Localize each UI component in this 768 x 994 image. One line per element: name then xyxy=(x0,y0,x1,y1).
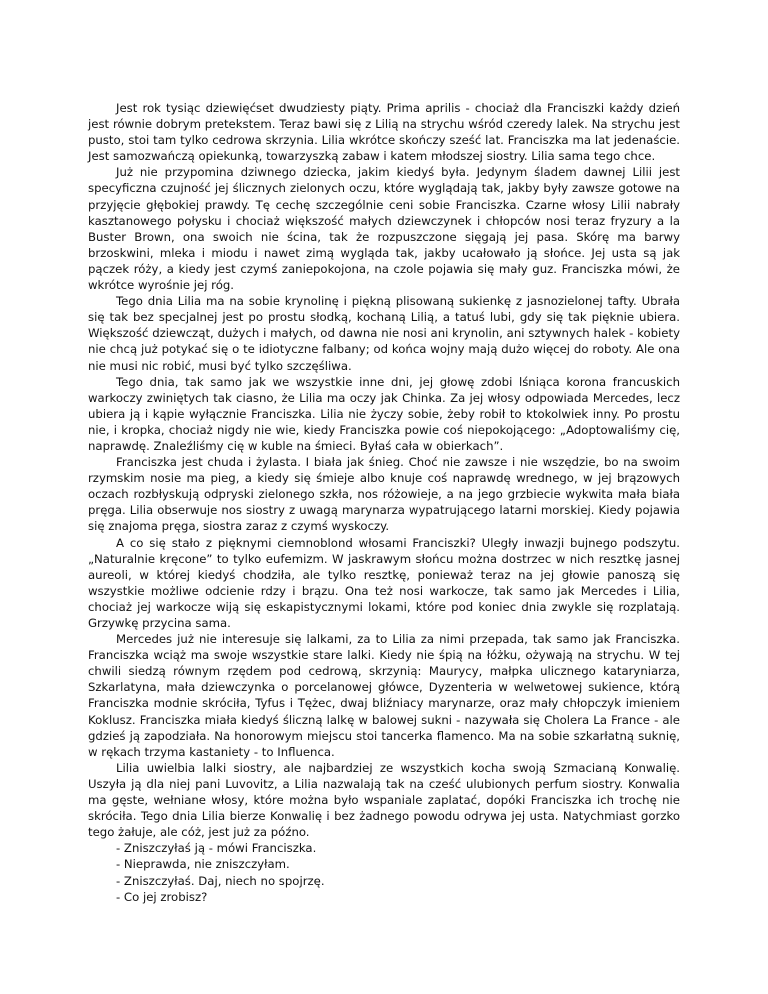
paragraph: Franciszka jest chuda i żylasta. I biała jak śnieg. Choć nie zawsze i nie wszędzie, bo na swoim rzymskim nosie ma pieg, a kiedy się śmieje albo knuje coś naprawdę wrednego, w jej brązowych oczach rozbłyskują odpryski zielonego szkła, nos różowieje, a na jego grzbiecie wykwita mała biała pręga. Lilia obserwuje nos siostry z uwagą marynarza wypatrującego latarni morskiej. Kiedy pojawia się znajoma pręga, siostra zaraz z czymś wyskoczy. xyxy=(88,455,680,534)
paragraph: Lilia uwielbia lalki siostry, ale najbardziej ze wszystkich kocha swoją Szmacianą Konwalię. Uszyła ją dla niej pani Luvovitz, a Lilia nazwalają tak na cześć ulubionych perfum siostry. Konwalia ma gęste, wełniane włosy, które można było wspaniale zaplatać, dopóki Franciszka ich trochę nie skróciła. Tego dnia Lilia bierze Konwalię i bez żadnego powodu odrywa jej usta. Natychmiast gorzko tego żałuje, ale cóż, jest już za późno. xyxy=(88,760,680,840)
dialogue-line: - Zniszczyłaś. Daj, niech no spojrzę. xyxy=(116,873,325,888)
dialogue-line: - Co jej zrobisz? xyxy=(116,889,208,904)
dialogue-line: - Zniszczyłaś ją - mówi Franciszka. xyxy=(116,841,317,856)
dialogue-line: - Nieprawda, nie zniszczyłam. xyxy=(116,857,290,872)
document-page xyxy=(88,100,680,905)
paragraph: A co się stało z pięknymi ciemnoblond włosami Franciszki? Uległy inwazji bujnego podszytu. „Naturalnie kręcone” to tylko eufemizm. W jaskrawym słońcu można dostrzec w nich resztkę jasnej aureoli, w której kiedyś chodziła, ale tylko resztkę, ponieważ teraz na jej głowie panoszą się wszystkie możliwe odcienie rdzy i brązu. Ona też nosi warkocze, tak samo jak Mercedes i Lilia, chociaż jej warkocze wiją się eskapistycznymi lokami, które pod koniec dnia zwykle się rozplatają. Grzywkę przycina sama. xyxy=(88,535,680,630)
paragraph: Tego dnia Lilia ma na sobie krynolinę i piękną plisowaną sukienkę z jasnozielonej tafty. Ubrała się tak bez specjalnej jest po prostu słodką, kochaną Lilią, a tatuś lubi, gdy się tak pięknie ubiera. Większość dziewcząt, dużych i małych, od dawna nie nosi ani krynolin, ani sztywnych halek - kobiety nie chcą już potykać się o te idiotyczne falbany; od końca wojny mają dużo więcej do roboty. Ale ona nie musi nic robić, musi być tylko szczęśliwa. xyxy=(88,294,680,373)
paragraph: Mercedes już nie interesuje się lalkami, za to Lilia za nimi przepada, tak samo jak Franciszka. Franciszka wciąż ma swoje wszystkie stare lalki. Kiedy nie śpią na łóżku, ożywają na strychu. W tej chwili siedzą równym rzędem pod cedrową, skrzynią: Maurycy, małpka ulicznego kataryniarza, Szkarlatyna, mała dziewczynka o porcelanowej główce, Dyzenteria w welwetowej sukience, którą Franciszka modnie skróciła, Tyfus i Tężec, dwaj bliźniacy marynarze, oraz mały chłopczyk imieniem Koklusz. Franciszka miała kiedyś śliczną lalkę w balowej sukni - nazywała się Cholera La France - ale gdzieś ją zapodziała. Na honorowym miejscu stoi tancerka flamenco. Ma na sobie szkarłatną suknię, w rękach trzyma kastaniety - to Influenca. xyxy=(88,632,680,759)
paragraph: Jest rok tysiąc dziewięćset dwudziesty piąty. Prima aprilis - chociaż dla Franciszki każdy dzień jest równie dobrym pretekstem. Teraz bawi się z Lilią na strychu wśród czeredy lalek. Na strychu jest pusto, stoi tam tylko cedrowa skrzynia. Lilia wkrótce skończy sześć lat. Franciszka ma lat jedenaście. Jest samozwańczą opiekunką, towarzyszką zabaw i katem młodszej siostry. Lilia sama tego chce. xyxy=(88,101,680,164)
paragraph: Już nie przypomina dziwnego dziecka, jakim kiedyś była. Jedynym śladem dawnej Lilii jest specyficzna czujność jej ślicznych zielonych oczu, które wyglądają tak, jakby były zawsze gotowe na przyjęcie głębokiej prawdy. Tę cechę szczególnie ceni sobie Franciszka. Czarne włosy Lilii nabrały kasztanowego połysku i chociaż większość małych dziewczynek i chłopców nosi teraz fryzury a la Buster Brown, ona swoich nie ścina, tak że rozpuszczone sięgają jej pasa. Skórę ma barwy brzoskwini, mleka i miodu i nawet zimą wygląda tak, jakby ucałowało ją słońce. Jej usta są jak pączek róży, a kiedy jest czymś zaniepokojona, na czole pojawia się mały guz. Franciszka mówi, że wkrótce wyrośnie jej róg. xyxy=(88,165,680,293)
paragraph: Tego dnia, tak samo jak we wszystkie inne dni, jej głowę zdobi lśniąca korona francuskich warkoczy zwiniętych tak ciasno, że Lilia ma oczy jak Chinka. Za jej włosy odpowiada Mercedes, lecz ubiera ją i kąpie wyłącznie Franciszka. Lilia nie życzy sobie, żeby robił to ktokolwiek inny. Po prostu nie, i kropka, chociaż nigdy nie wie, kiedy Franciszka powie coś niepokojącego: „Adoptowaliśmy cię, naprawdę. Znaleźliśmy cię w kuble na śmieci. Byłaś cała w obierkach”. xyxy=(88,374,680,453)
